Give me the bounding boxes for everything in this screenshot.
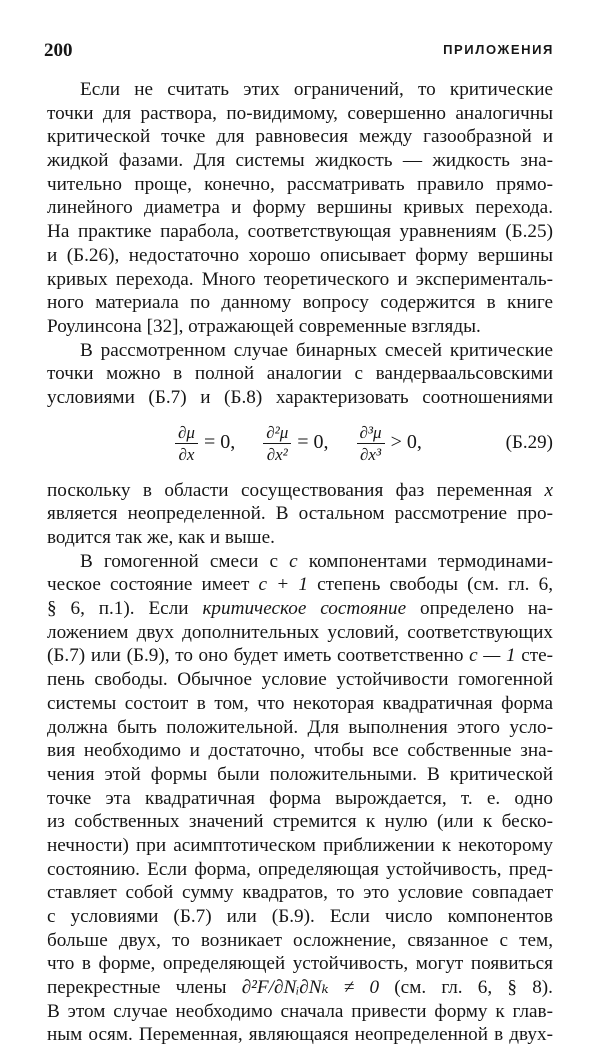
text-line: ного материала по данному вопросу содержится в книге (47, 292, 553, 314)
text-line: нечности) при асимптотическом приближении к некоторому (47, 834, 553, 856)
text-line (47, 597, 553, 621)
text-line: системы состоит в том, что некоторая квадратичная форма (47, 692, 553, 714)
text-line: кривых перехода. Много теоретического и эксперименталь- (47, 268, 553, 290)
text-fragment: перекрестные члены (47, 977, 227, 999)
emphasis-term: критическое состояние (202, 598, 407, 620)
expr-c-plus-1: c + 1 (258, 574, 308, 596)
text-line: должна быть положительной. Для выполнения этого усло- (47, 716, 553, 738)
text-line: является неопределенной. В остальном рассмотрение про- (47, 503, 553, 525)
body-text (47, 78, 553, 1047)
text-line: из собственных значений стремится к нулю (или к беско- (47, 811, 553, 833)
page-header (44, 40, 554, 60)
text-line: жидкой фазами. Для системы жидкость — жидкость зна- (47, 150, 553, 172)
fraction-numerator: ∂μ (175, 423, 198, 444)
fraction-numerator: ∂³μ (357, 423, 385, 444)
text-line: вия необходимо и достаточно, чтобы все собственные зна- (47, 740, 553, 762)
fraction-denominator: ∂x (178, 444, 195, 464)
text-line: Если не считать этих ограничений, то критические (80, 79, 553, 100)
equation-b29 (47, 417, 553, 479)
text-line: точки для раствора, по-видимому, совершенно аналогичны (47, 102, 553, 124)
text-line: ным осям. Переменная, являющаяся неопределенной в двух- (47, 1024, 553, 1046)
relation: = 0, (203, 431, 236, 454)
text-fragment: В гомогенной смеси с (80, 550, 278, 572)
text-line (47, 550, 553, 574)
variable-x: x (544, 479, 554, 501)
text-line (47, 644, 553, 668)
text-fragment: сте- (521, 645, 554, 667)
first-derivative (175, 423, 198, 464)
third-derivative (357, 423, 385, 464)
text-fragment: поскольку в области сосуществования фаз переменная (47, 479, 533, 501)
cross-terms-expression: ∂²F/∂Nᵢ∂Nₖ ≠ 0 (241, 977, 380, 999)
text-line (47, 573, 553, 597)
text-line: критической точке для равновесия между газообразной и (47, 126, 553, 148)
variable-c: c (289, 550, 298, 572)
text-line: условиями (Б.7) и (Б.8) характеризовать соотношениями (47, 386, 553, 408)
text-fragment: компонентами термодинами- (308, 550, 554, 572)
second-derivative (263, 423, 291, 464)
text-line: В рассмотренном случае бинарных смесей критические (80, 339, 553, 361)
page-number: 200 (44, 40, 73, 61)
relation: = 0, (297, 431, 329, 454)
text-line: больше двух, то возникает осложнение, связанное с тем, (47, 929, 553, 951)
text-line (47, 976, 553, 1000)
text-line: В этом случае необходимо сначала привести форму к глав- (47, 1000, 553, 1022)
text-line (47, 479, 553, 503)
text-fragment: § 6, п.1). Если (47, 598, 189, 620)
text-line: ложением двух дополнительных условий, соответствующих (47, 621, 553, 643)
text-line: и (Б.26), недостаточно хорошо описывает форму вершины (47, 244, 553, 266)
equation-number: (Б.29) (505, 431, 553, 453)
text-fragment: определено на- (420, 598, 554, 620)
text-line: чения этой формы были положительными. В критической (47, 763, 553, 785)
fraction-denominator: ∂x³ (360, 444, 382, 464)
running-title: ПРИЛОЖЕНИЯ (443, 42, 554, 57)
relation: > 0, (390, 431, 422, 454)
text-fragment: (Б.7) или (Б.9), то оно будет иметь соответственно (47, 645, 464, 667)
text-line: чительно проще, конечно, рассматривать правило прямо- (47, 173, 553, 195)
fraction-denominator: ∂x² (266, 444, 288, 464)
text-fragment: (см. гл. 6, § 8). (394, 977, 553, 999)
text-line: точке эта квадратичная форма вырождается, т. е. одно (47, 787, 553, 809)
text-line: линейного диаметра и форму вершины кривых перехода. (47, 197, 553, 219)
text-line: с условиями (Б.7) или (Б.9). Если число компонентов (47, 906, 553, 927)
text-line: что в форме, определяющей устойчивость, могут появиться (47, 953, 553, 975)
text-line: состоянию. Если форма, определяющая устойчивость, пред- (47, 858, 553, 880)
text-fragment: ческое состояние имеет (47, 574, 250, 596)
text-line: точки можно в полной аналогии с вандерваальсовскими (47, 363, 553, 385)
text-line: пень свободы. Обычное условие устойчивости гомогенной (47, 669, 553, 691)
text-line: Роулинсона [32], отражающей современные взгляды. (47, 315, 481, 337)
text-line: ставляет собой сумму квадратов, то это условие совпадает (47, 882, 553, 904)
text-line: водится так же, как и выше. (47, 527, 275, 548)
text-fragment: степень свободы (см. гл. 6, (317, 574, 553, 596)
equation-body (175, 423, 422, 464)
expr-c-minus-1: c — 1 (469, 645, 516, 667)
fraction-numerator: ∂²μ (263, 423, 291, 444)
text-line: На практике парабола, соответствующая уравнениям (Б.25) (47, 221, 553, 243)
